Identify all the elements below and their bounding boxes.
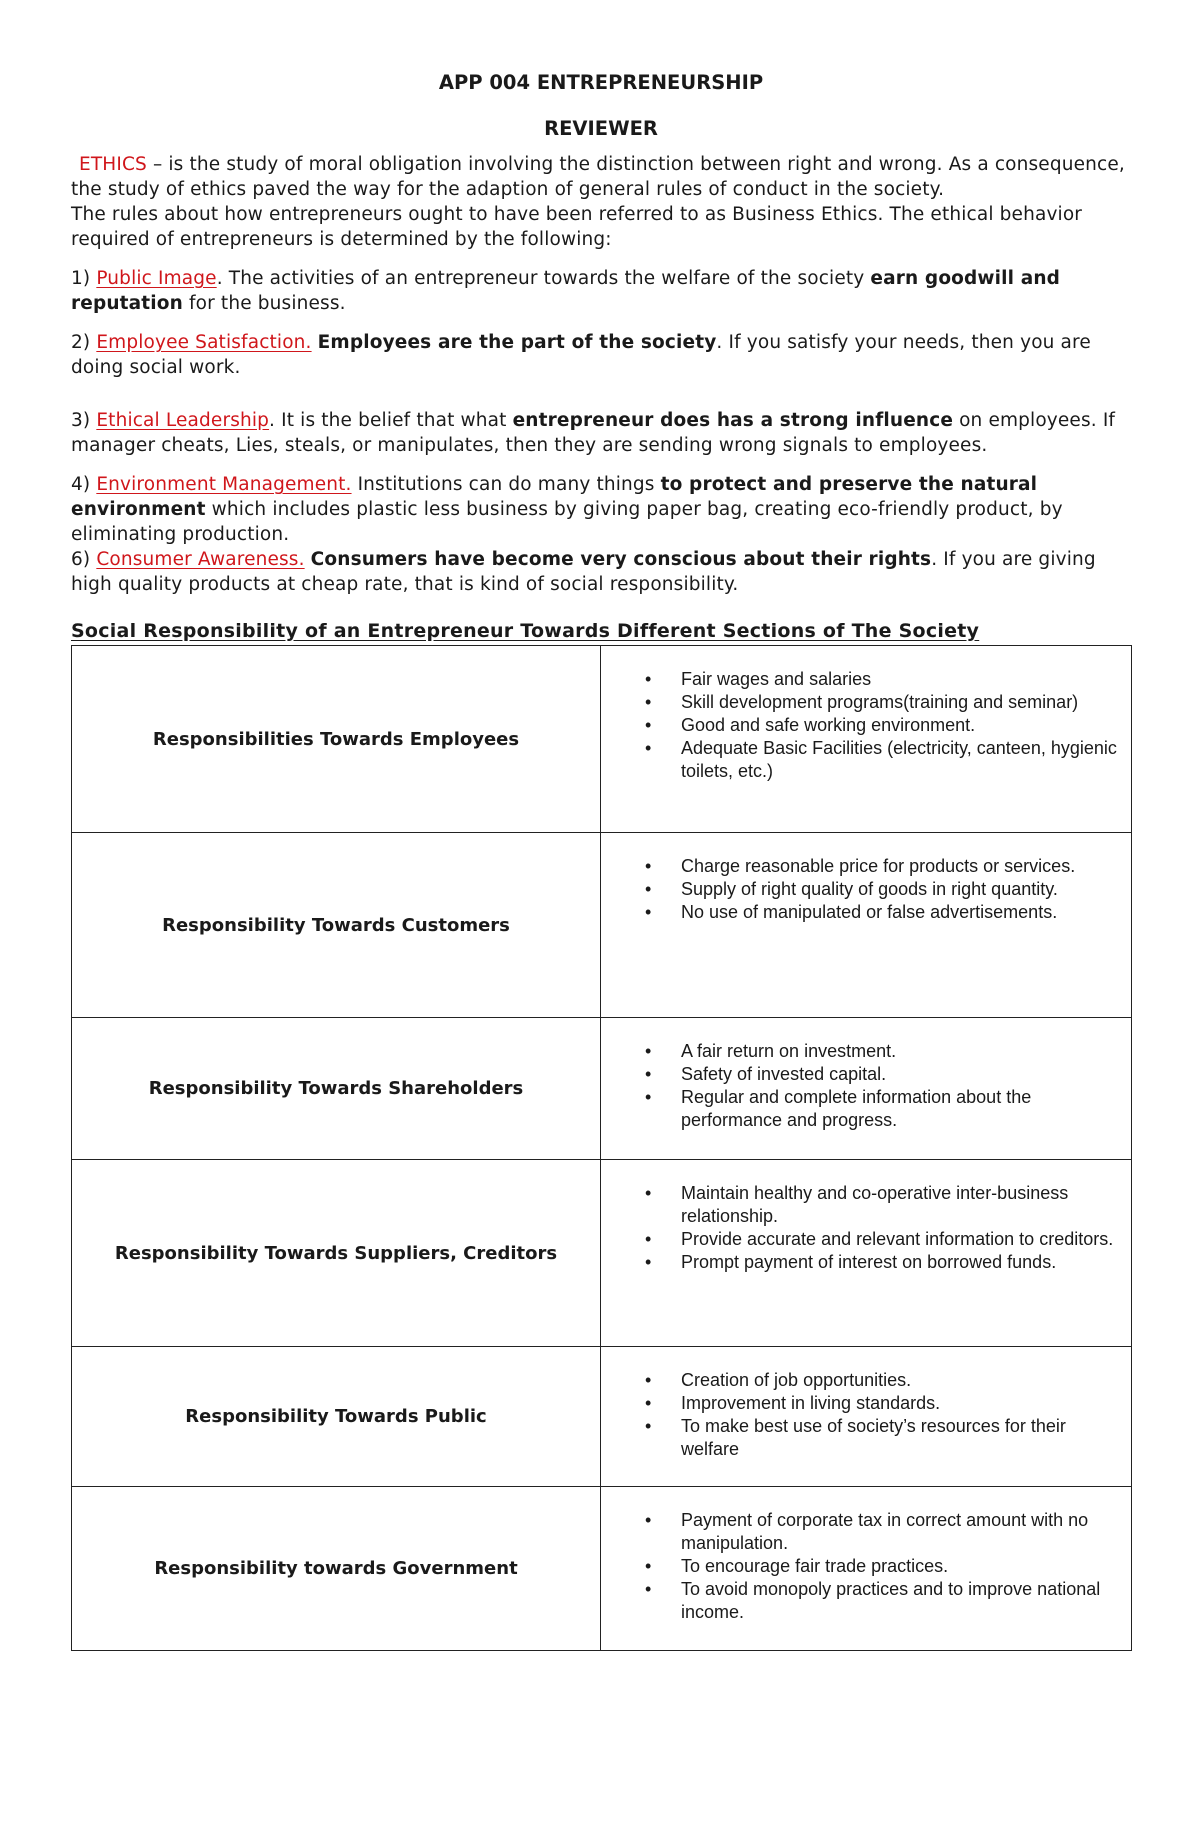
item-rest: . If you are giving high quality products at cheap rate, that is kind of social responsibility. (71, 549, 1096, 595)
table-row (72, 1347, 1132, 1487)
list-item: • Payment of corporate tax in correct amount with no manipulation. (601, 1509, 1119, 1555)
row-label: Responsibility Towards Shareholders (72, 1018, 601, 1160)
row-bullets (601, 1347, 1132, 1487)
item-rest: which includes plastic less business by giving paper bag, creating eco-friendly product, by eliminating production. (71, 499, 1063, 545)
list-item: • Regular and complete information about the performance and progress. (601, 1086, 1119, 1132)
list-item: • A fair return on investment. (601, 1040, 1119, 1063)
row-label: Responsibility Towards Customers (72, 833, 601, 1018)
row-bullets (601, 833, 1132, 1018)
item-keyword: Ethical Leadership (96, 410, 270, 431)
row-label: Responsibility Towards Suppliers, Creditors (72, 1160, 601, 1347)
document-subtitle: REVIEWER (544, 117, 658, 140)
row-bullets (601, 1160, 1132, 1347)
list-item: • To make best use of society’s resources for their welfare (601, 1415, 1119, 1461)
item-rest: on employees. If manager cheats, Lies, steals, or manipulates, then they are sending wrong signals to employees. (71, 410, 1116, 456)
document-page (71, 70, 1131, 1651)
row-bullets (601, 1018, 1132, 1160)
item-consumer-awareness (71, 547, 1131, 597)
item-ethical-leadership (71, 408, 1131, 458)
item-bold: entrepreneur does has a strong influence (512, 410, 954, 431)
item-keyword: Environment Management. (96, 474, 352, 495)
list-item: • Provide accurate and relevant information to creditors. (601, 1228, 1119, 1251)
item-keyword: Employee Satisfaction. (96, 332, 312, 353)
bullet-list (601, 668, 1131, 783)
table-title: Social Responsibility of an Entrepreneur Towards Different Sections of The Society (71, 620, 980, 642)
list-item: • Adequate Basic Facilities (electricity, canteen, hygienic toilets, etc.) (601, 737, 1119, 783)
item-number: 2) (71, 332, 97, 353)
list-item: • Supply of right quality of goods in right quantity. (601, 878, 1119, 901)
row-label: Responsibility towards Government (72, 1487, 601, 1651)
item-text: . The activities of an entrepreneur towards the welfare of the society (216, 268, 871, 289)
ethics-term: ETHICS (79, 154, 147, 175)
table-row (72, 646, 1132, 833)
item-employee-satisfaction (71, 330, 1131, 380)
item-number: 3) (71, 410, 97, 431)
list-item: • Maintain healthy and co-operative inter-business relationship. (601, 1182, 1119, 1228)
list-item: • Charge reasonable price for products or services. (601, 855, 1119, 878)
item-environment-management (71, 472, 1131, 547)
list-item: • Creation of job opportunities. (601, 1369, 1119, 1392)
row-label: Responsibility Towards Public (72, 1347, 601, 1487)
table-row (72, 1018, 1132, 1160)
item-bold: earn goodwill and reputation (71, 268, 1061, 314)
table-row (72, 833, 1132, 1018)
bullet-list (601, 1509, 1131, 1624)
row-bullets (601, 646, 1132, 833)
document-title: APP 004 ENTREPRENEURSHIP (438, 71, 764, 94)
ethics-definition-text: – is the study of moral obligation involving the distinction between right and wrong. As a consequence, the study of ethics paved the way for the adaption of general rules of conduct in the society. (71, 154, 1125, 200)
list-item: • To encourage fair trade practices. (601, 1555, 1119, 1578)
item-rest: . If you satisfy your needs, then you are doing social work. (71, 332, 1091, 378)
list-item: • Good and safe working environment. (601, 714, 1119, 737)
item-public-image (71, 266, 1131, 316)
row-label: Responsibilities Towards Employees (72, 646, 601, 833)
table-row (72, 1160, 1132, 1347)
bullet-list (601, 1040, 1131, 1132)
item-number: 6) (71, 549, 97, 570)
item-bold: Consumers have become very conscious about their rights (310, 549, 932, 570)
item-keyword: Public Image (96, 268, 217, 289)
bullet-list (601, 855, 1131, 924)
item-text: . It is the belief that what (269, 410, 513, 431)
list-item: • Safety of invested capital. (601, 1063, 1119, 1086)
item-bold: Employees are the part of the society (317, 332, 717, 353)
ethics-definition (71, 152, 1131, 202)
list-item: • Prompt payment of interest on borrowed funds. (601, 1251, 1119, 1274)
list-item: • To avoid monopoly practices and to improve national income. (601, 1578, 1119, 1624)
list-item: • No use of manipulated or false advertisements. (601, 901, 1119, 924)
item-number: 4) (71, 474, 97, 495)
list-item: • Fair wages and salaries (601, 668, 1119, 691)
item-keyword: Consumer Awareness. (96, 549, 305, 570)
table-row (72, 1487, 1132, 1651)
bullet-list (601, 1369, 1131, 1461)
item-rest: for the business. (182, 293, 346, 314)
responsibility-table (71, 645, 1132, 1651)
business-ethics-paragraph: The rules about how entrepreneurs ought to have been referred to as Business Ethics. The ethical behavior required of entrepreneurs is determined by the following: (71, 204, 1083, 250)
item-text: Institutions can do many things (351, 474, 661, 495)
bullet-list (601, 1182, 1131, 1274)
item-number: 1) (71, 268, 97, 289)
item-bold: to protect and preserve the natural environment (71, 474, 1038, 520)
list-item: • Skill development programs(training and seminar) (601, 691, 1119, 714)
row-bullets (601, 1487, 1132, 1651)
list-item: • Improvement in living standards. (601, 1392, 1119, 1415)
